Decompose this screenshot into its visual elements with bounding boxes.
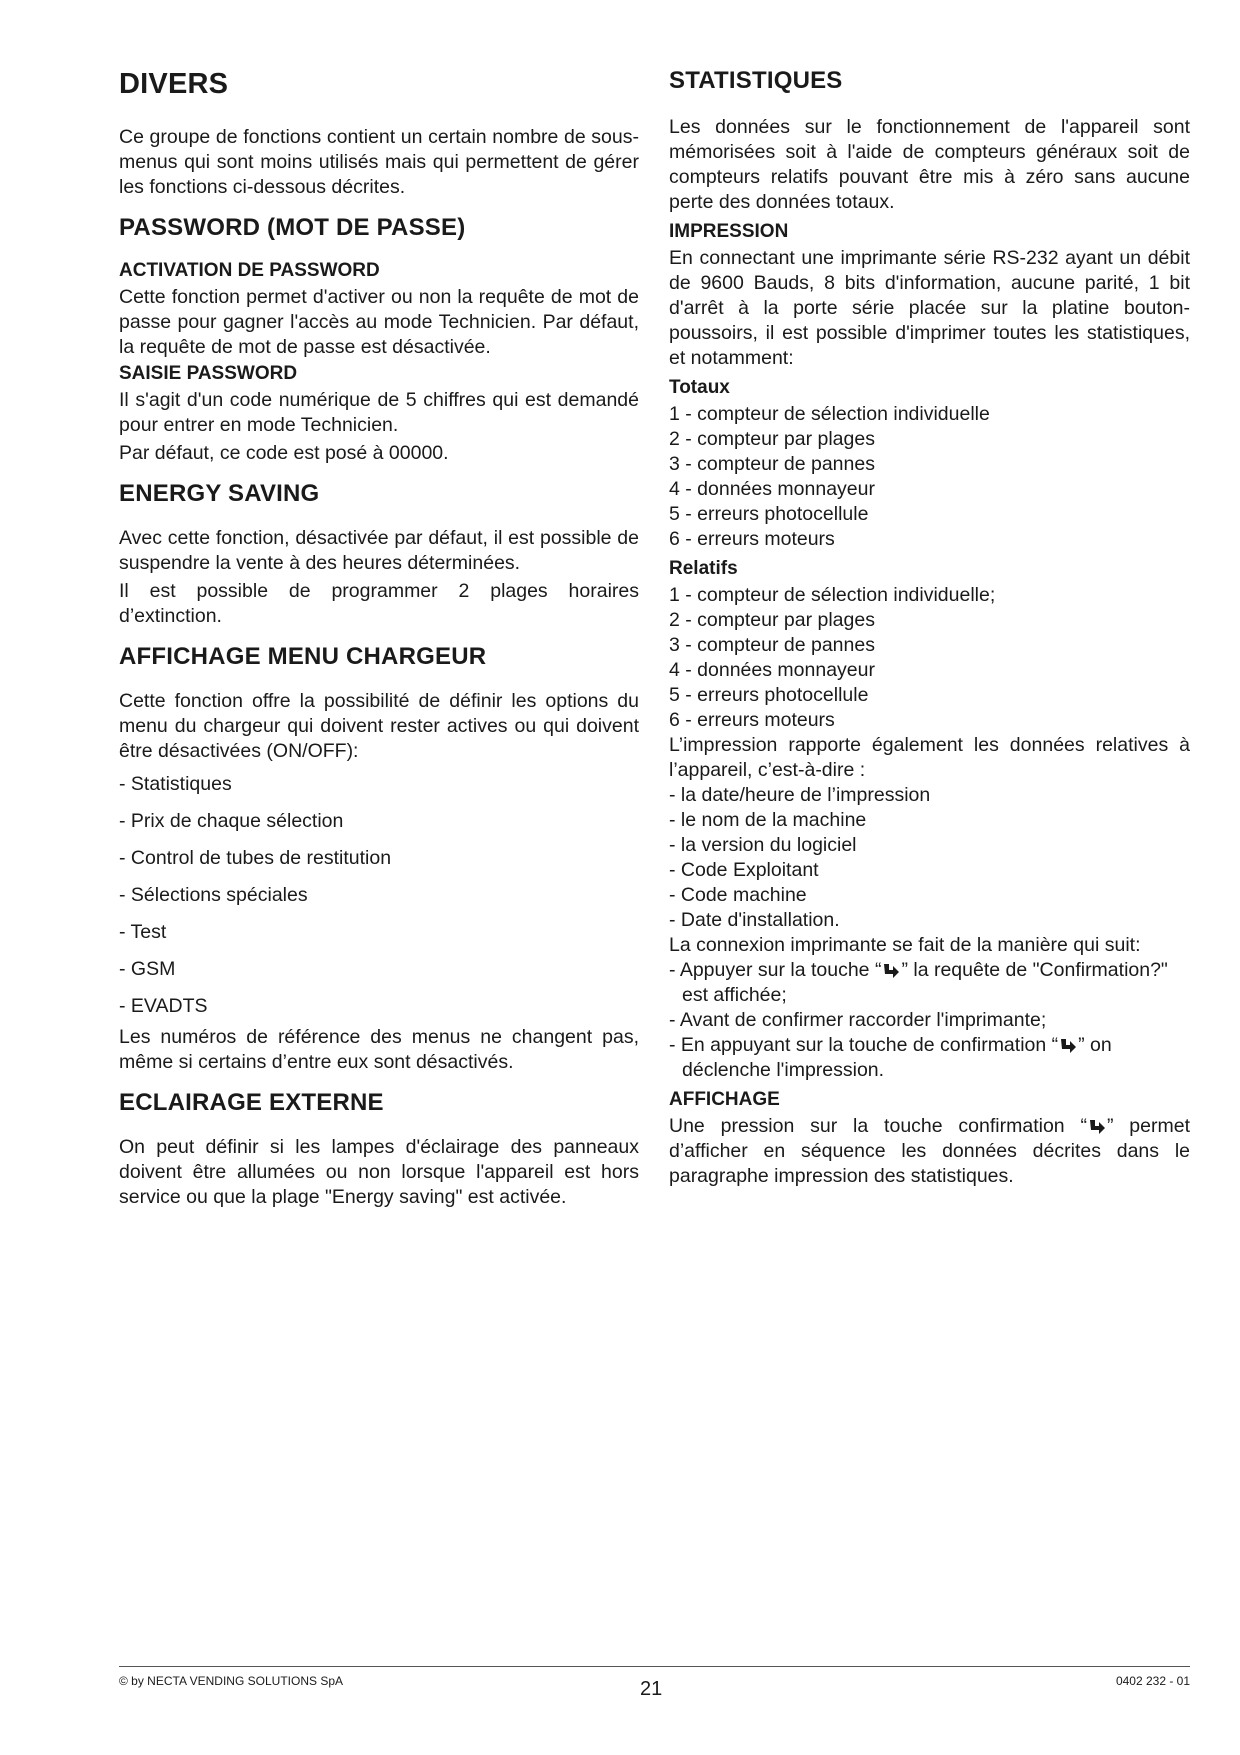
menu-chargeur-text: Cette fonction offre la possibilité de définir les options du menu du chargeur qui doivent rester actives ou qui doivent être désactivées (ON/OFF): [119, 690, 639, 762]
menu-chargeur-heading: AFFICHAGE MENU CHARGEUR [119, 643, 487, 670]
energy-saving-heading: ENERGY SAVING [119, 480, 320, 507]
list-item [669, 1033, 1190, 1083]
step-1-text-start: - Appuyer sur la touche “ [669, 959, 882, 981]
list-item: - Prix de chaque sélection [119, 810, 344, 832]
list-item: 2 - compteur par plages [669, 609, 875, 631]
relatifs-heading: Relatifs [669, 558, 738, 579]
relatifs-list [669, 583, 1190, 733]
activation-password-text: Cette fonction permet d'activer ou non la requête de mot de passe pour gagner l'accès au mode Technicien. Par défaut, la requête de mot de passe est désactivée. [119, 286, 639, 358]
totaux-list [669, 402, 1190, 552]
menu-chargeur-options [119, 772, 639, 1019]
activation-password-heading: ACTIVATION DE PASSWORD [119, 260, 380, 281]
affichage-heading: AFFICHAGE [669, 1089, 780, 1110]
connexion-steps [669, 958, 1190, 1083]
confirm-key-icon [1088, 1118, 1106, 1134]
step-3-text-start: - En appuyant sur la touche de confirmation “ [669, 1034, 1059, 1056]
energy-saving-text-2: Il est possible de programmer 2 plages horaires d’extinction. [119, 580, 639, 627]
energy-saving-text-1: Avec cette fonction, désactivée par défaut, il est possible de suspendre la vente à des heures déterminées. [119, 527, 639, 574]
affichage-text [669, 1114, 1190, 1189]
statistiques-intro: Les données sur le fonctionnement de l'appareil sont mémorisées soit à l'aide de compteurs généraux soit de compteurs relatifs pouvant être mis à zéro sans aucune perte des données totaux. [669, 116, 1190, 213]
rapport-list [669, 783, 1190, 933]
list-item: - la date/heure de l’impression [669, 784, 931, 806]
list-item: 5 - erreurs photocellule [669, 503, 869, 525]
right-column [669, 60, 1190, 1192]
document-code: 0402 232 - 01 [1115, 1674, 1190, 1688]
footer-divider [119, 1666, 1190, 1667]
list-item: - le nom de la machine [669, 809, 867, 831]
list-item: - Avant de confirmer raccorder l'imprimante; [669, 1009, 1047, 1031]
list-item: 3 - compteur de pannes [669, 453, 875, 475]
list-item: - Sélections spéciales [119, 884, 308, 906]
list-item: 5 - erreurs photocellule [669, 684, 869, 706]
menu-chargeur-note: Les numéros de référence des menus ne changent pas, même si certains d’entre eux sont désactivés. [119, 1026, 639, 1073]
saisie-password-heading: SAISIE PASSWORD [119, 363, 298, 384]
list-item: - Code machine [669, 884, 807, 906]
list-item [669, 958, 1190, 1008]
password-heading: PASSWORD (MOT DE PASSE) [119, 214, 466, 241]
page-number: 21 [640, 1678, 663, 1700]
list-item: - EVADTS [119, 995, 208, 1017]
divers-intro: Ce groupe de fonctions contient un certain nombre de sous-menus qui sont moins utilisés mais qui permettent de gérer les fonctions ci-dessous décrites. [119, 126, 639, 198]
step-1-text-end: ” la requête de "Confirmation?" est affichée; [682, 959, 1168, 1006]
saisie-password-text-2: Par défaut, ce code est posé à 00000. [119, 442, 449, 464]
affichage-text-end: ” permet d’afficher en séquence les données décrites dans le paragraphe impression des statistiques. [669, 1115, 1190, 1187]
page-title: DIVERS [119, 68, 229, 100]
list-item: 4 - données monnayeur [669, 478, 875, 500]
list-item: 3 - compteur de pannes [669, 634, 875, 656]
footer-copyright: © by NECTA VENDING SOLUTIONS SpA [119, 1674, 344, 1688]
step-3-text-end: ” on déclenche l'impression. [682, 1034, 1112, 1081]
left-column [119, 60, 639, 1222]
confirm-key-icon [1059, 1037, 1077, 1053]
saisie-password-text-1: Il s'agit d'un code numérique de 5 chiffres qui est demandé pour entrer en mode Technicien. [119, 389, 639, 436]
list-item: - Control de tubes de restitution [119, 847, 392, 869]
list-item: 2 - compteur par plages [669, 428, 875, 450]
list-item: 1 - compteur de sélection individuelle; [669, 584, 996, 606]
affichage-text-start: Une pression sur la touche confirmation “ [669, 1115, 1087, 1137]
statistiques-heading: STATISTIQUES [669, 67, 843, 94]
impression-heading: IMPRESSION [669, 221, 789, 242]
list-item: - Test [119, 921, 167, 943]
list-item: 1 - compteur de sélection individuelle [669, 403, 990, 425]
eclairage-heading: ECLAIRAGE EXTERNE [119, 1089, 384, 1116]
list-item: - GSM [119, 958, 176, 980]
impression-text: En connectant une imprimante série RS-232 ayant un débit de 9600 Bauds, 8 bits d'information, aucune parité, 1 bit d'arrêt à la porte série placée sur la platine bouton-poussoirs, il est possible d'imprimer toutes les statistiques, et notamment: [669, 247, 1190, 369]
rapport-text: L’impression rapporte également les données relatives à l’appareil, c’est-à-dire : [669, 734, 1190, 781]
list-item: - Code Exploitant [669, 859, 819, 881]
connexion-text: La connexion imprimante se fait de la manière qui suit: [669, 934, 1141, 956]
totaux-heading: Totaux [669, 377, 730, 398]
eclairage-text: On peut définir si les lampes d'éclairage des panneaux doivent être allumées ou non lorsque l'appareil est hors service ou que la plage "Energy saving" est activée. [119, 1136, 639, 1208]
list-item: - Date d'installation. [669, 909, 840, 931]
list-item: 6 - erreurs moteurs [669, 709, 835, 731]
list-item: 4 - données monnayeur [669, 659, 875, 681]
list-item: 6 - erreurs moteurs [669, 528, 835, 550]
list-item: - la version du logiciel [669, 834, 857, 856]
list-item: - Statistiques [119, 773, 232, 795]
confirm-key-icon [882, 962, 900, 978]
